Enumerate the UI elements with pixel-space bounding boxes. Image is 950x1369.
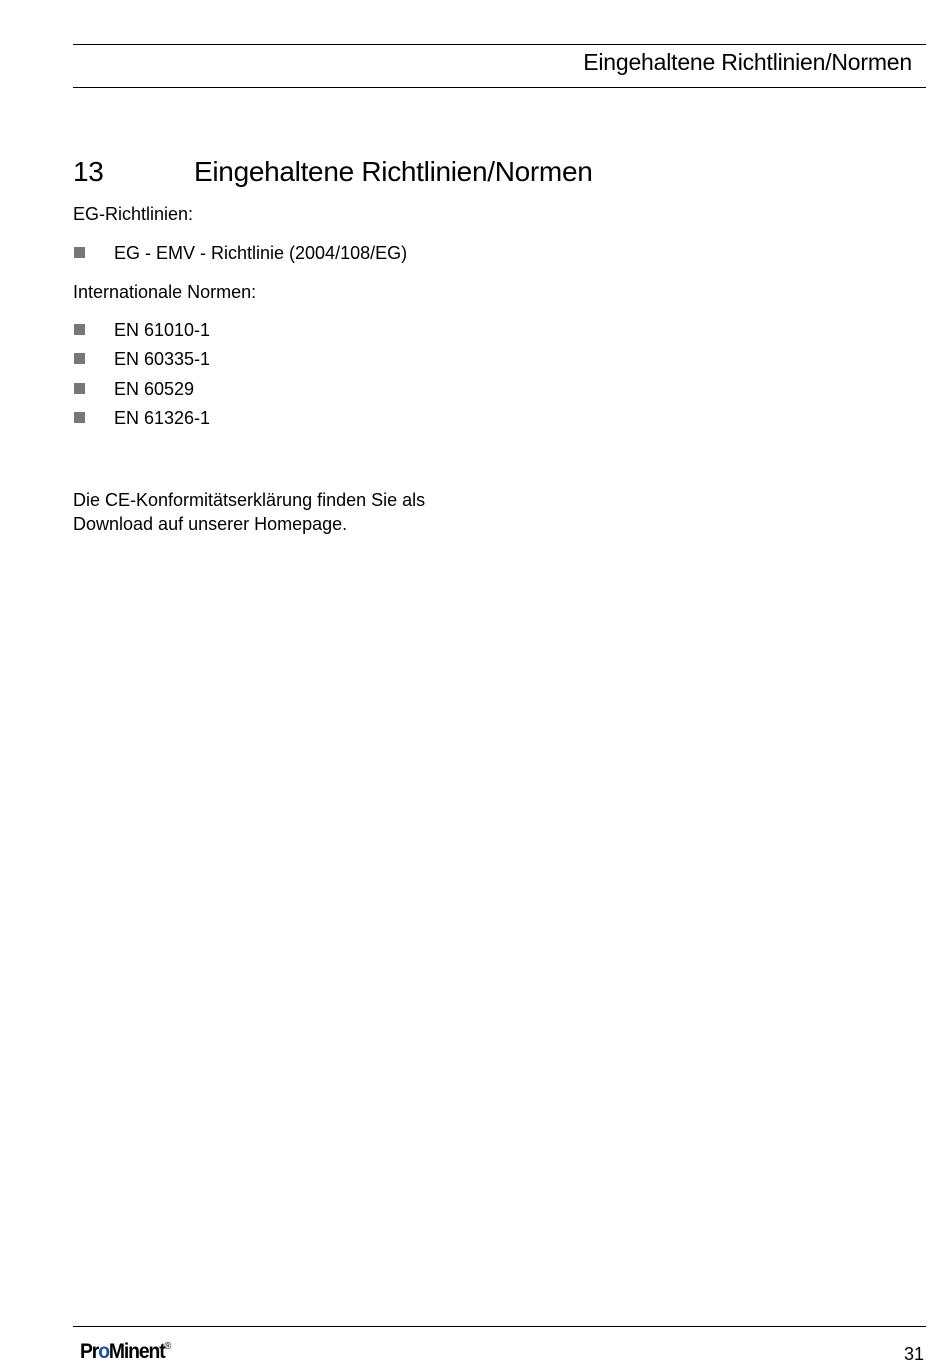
bullet-square-icon: [74, 247, 85, 258]
bullet-square-icon: [74, 383, 85, 394]
header-bottom-rule: [73, 87, 926, 88]
international-standards-label: Internationale Normen:: [73, 282, 257, 302]
header-top-rule: [73, 44, 926, 45]
section-title: Eingehaltene Richtlinien/Normen: [194, 156, 593, 187]
bullet-square-icon: [74, 324, 85, 335]
ce-conformity-note: [73, 488, 425, 536]
running-header-title: Eingehaltene Richtlinien/Normen: [583, 49, 912, 75]
prominent-logo: ProMinent®: [80, 1340, 172, 1363]
bullet-square-icon: [74, 353, 85, 364]
eg-directives-label: EG-Richtlinien:: [73, 204, 194, 224]
footer-rule: [73, 1326, 926, 1327]
note-line-1: Die CE-Konformitätserklärung finden Sie als: [73, 490, 426, 510]
note-line-2: Download auf unserer Homepage.: [73, 514, 348, 534]
section-number: 13: [73, 156, 104, 187]
bullet-square-icon: [74, 412, 85, 423]
page-number: 31: [903, 1344, 924, 1364]
